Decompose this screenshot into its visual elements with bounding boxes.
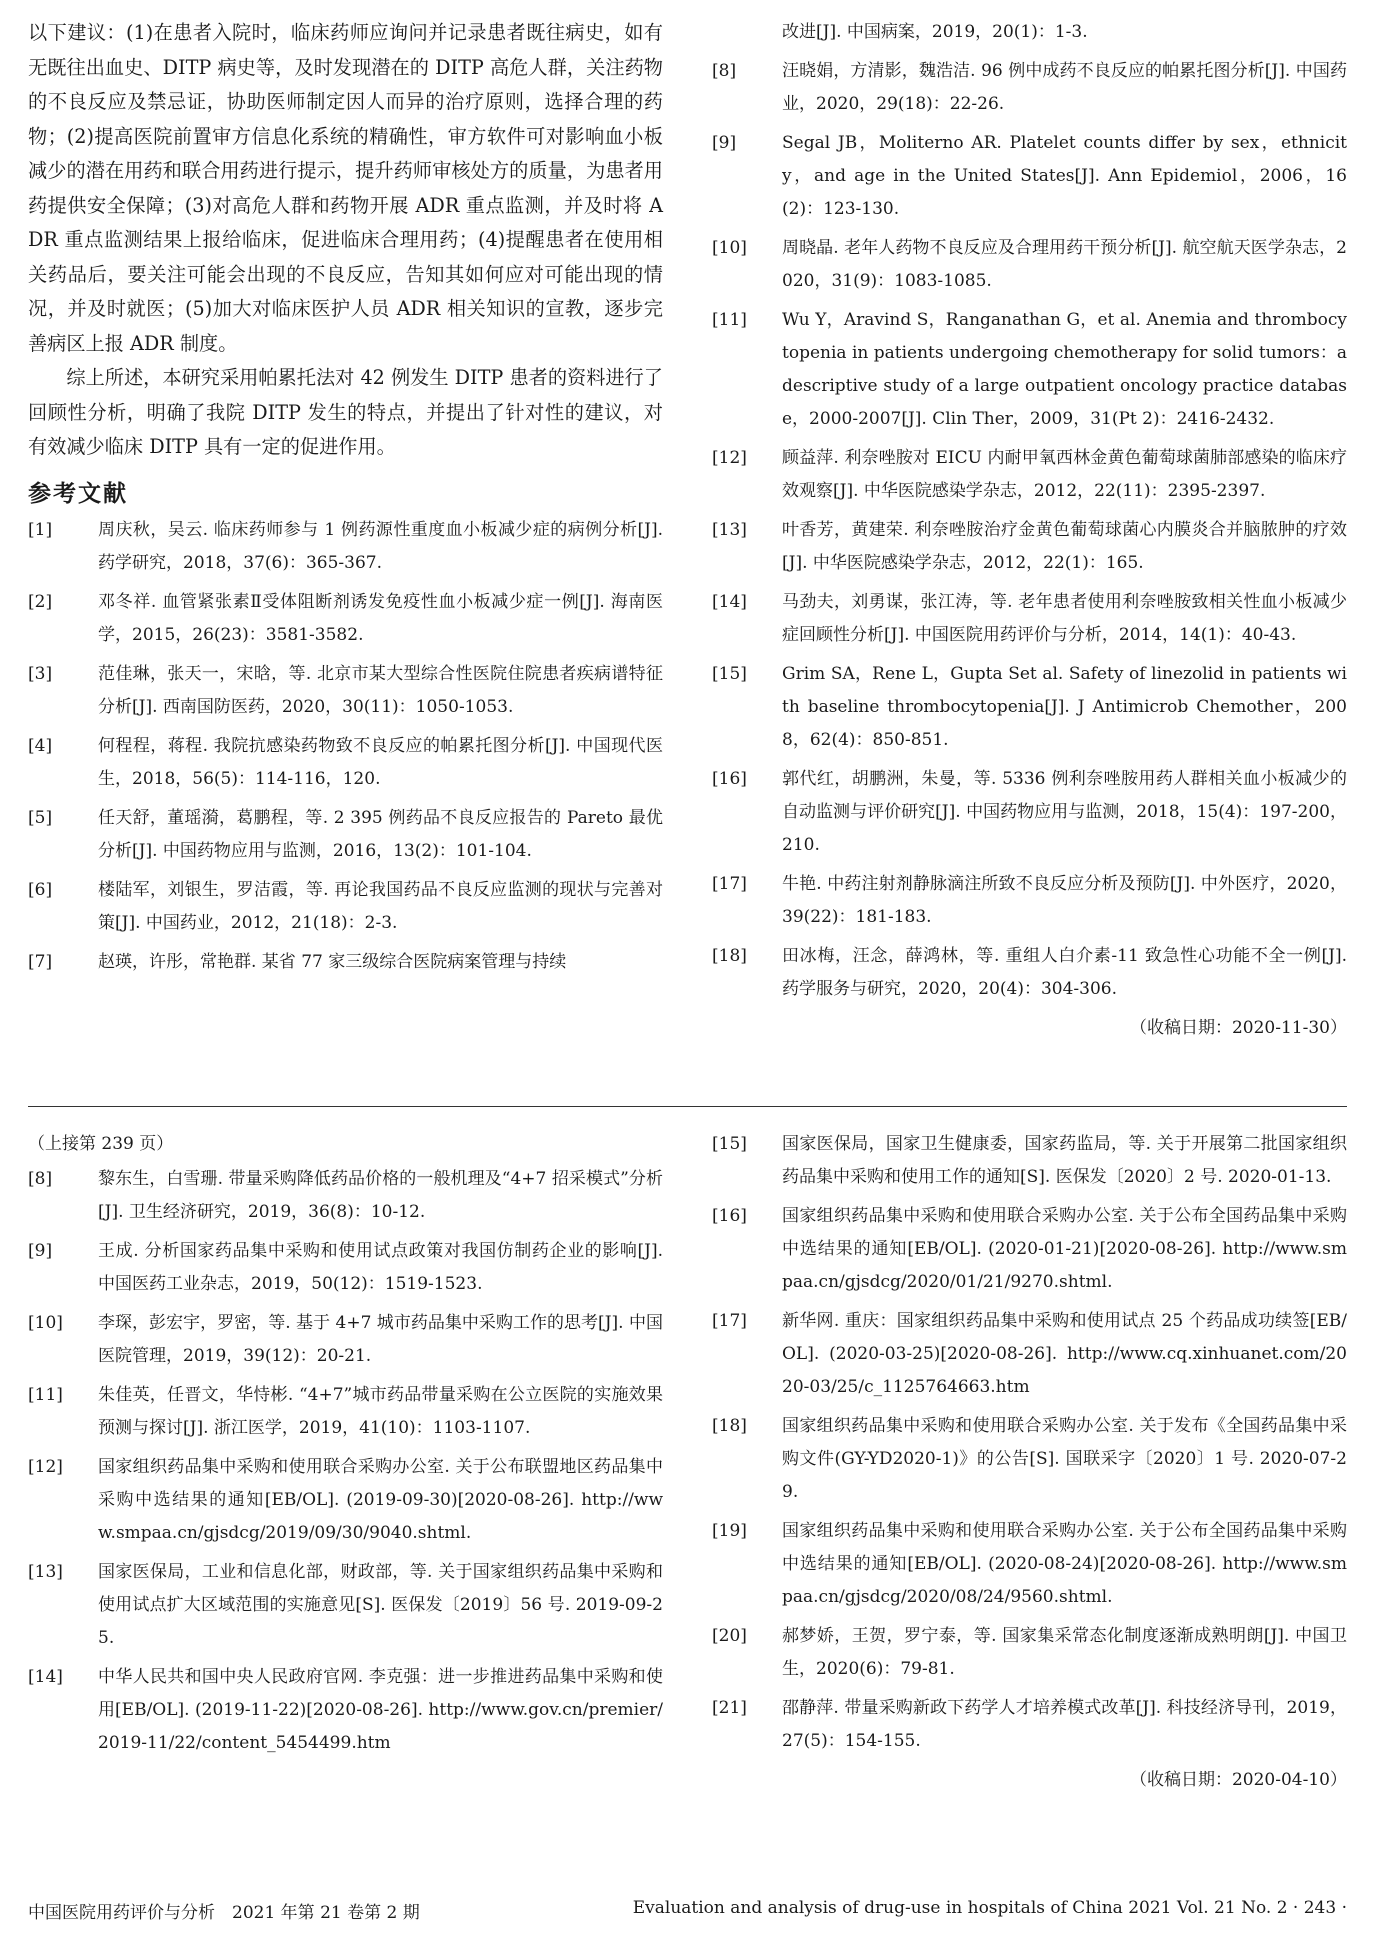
reference-number: [4] — [28, 735, 53, 756]
reference-list-top-right — [712, 16, 1347, 1006]
reference-number: [15] — [712, 664, 747, 684]
reference-item — [28, 1661, 663, 1760]
reference-text: 顾益萍. 利奈唑胺对 EICU 内耐甲氧西林金黄色葡萄球菌肺部感染的临床疗效观察[J]. 中华医院感染学杂志，2012，22(11)：2395-2397. — [782, 448, 1347, 501]
reference-item — [712, 1410, 1347, 1509]
reference-text: 周晓晶. 老年人药物不良反应及合理用药干预分析[J]. 航空航天医学杂志，2020，31(9)：1083-1085. — [782, 238, 1347, 291]
reference-number: [2] — [28, 591, 53, 612]
reference-item — [28, 1451, 663, 1550]
reference-text: 王成. 分析国家药品集中采购和使用试点政策对我国仿制药企业的影响[J]. 中国医药工业杂志，2019，50(12)：1519-1523. — [98, 1241, 663, 1294]
reference-text: 李琛，彭宏宇，罗密，等. 基于 4+7 城市药品集中采购工作的思考[J]. 中国医院管理，2019，39(12)：20-21. — [98, 1313, 663, 1366]
reference-number: [15] — [712, 1134, 747, 1154]
reference-text: 新华网. 重庆：国家组织药品集中采购和使用试点 25 个药品成功续签[EB/OL]. (2020-03-25)[2020-08-26]. http://www.cq.xinhuanet.com/2020-03/25/c_1125764663.htm — [782, 1311, 1347, 1397]
reference-text: 牛艳. 中药注射剂静脉滴注所致不良反应分析及预防[J]. 中外医疗，2020，39(22)：181-183. — [782, 874, 1347, 927]
reference-item — [712, 16, 1347, 49]
reference-item — [28, 1235, 663, 1301]
reference-number: [7] — [28, 951, 53, 972]
reference-item — [28, 802, 663, 868]
reference-text: 赵瑛，许彤，常艳群. 某省 77 家三级综合医院病案管理与持续 — [98, 951, 567, 972]
reference-item — [712, 1128, 1347, 1194]
reference-item — [712, 514, 1347, 580]
reference-number: [14] — [28, 1667, 63, 1687]
reference-text: 楼陆军，刘银生，罗洁霞，等. 再论我国药品不良反应监测的现状与完善对策[J]. 中国药业，2012，21(18)：2-3. — [98, 879, 663, 933]
reference-number: [16] — [712, 769, 747, 789]
reference-number: [1] — [28, 519, 53, 540]
body-paragraph-recommendations: 以下建议：(1)在患者入院时，临床药师应询问并记录患者既往病史，如有无既往出血史、DITP 病史等，及时发现潜在的 DITP 高危人群，关注药物的不良反应及禁忌证，协助医师制定因人而异的治疗原则，选择合理的药物；(2)提高医院前置审方信息化系统的精确性，审方软件可对影响血小板减少的潜在用药和联合用药进行提示，提升药师审核处方的质量，为患者用药提供安全保障；(3)对高危人群和药物开展 ADR 重点监测，并及时将 ADR 重点监测结果上报给临床，促进临床合理用药；(4)提醒患者在使用相关药品后，要关注可能会出现的不良反应，告知其如何应对可能出现的情况，并及时就医；(5)加大对临床医护人员 ADR 相关知识的宣教，逐步完善病区上报 ADR 制度。 — [28, 21, 663, 355]
reference-item — [712, 763, 1347, 862]
reference-item — [712, 442, 1347, 508]
reference-item — [28, 514, 663, 580]
reference-number: [6] — [28, 879, 53, 900]
reference-item — [712, 304, 1347, 436]
reference-number: [8] — [28, 1169, 53, 1189]
reference-item — [28, 1307, 663, 1373]
reference-item — [712, 1200, 1347, 1299]
reference-text: 邓冬祥. 血管紧张素Ⅱ受体阻断剂诱发免疫性血小板减少症一例[J]. 海南医学，2015，26(23)：3581-3582. — [98, 591, 663, 645]
footer-journal-en: Evaluation and analysis of drug-use in hospitals of China 2021 Vol. 21 No. 2 · 243 · — [632, 1898, 1347, 1918]
reference-item — [28, 874, 663, 940]
reference-list-top-left — [28, 514, 663, 979]
reference-item — [28, 946, 663, 979]
bottom-right-column — [712, 1128, 1347, 1797]
reference-item — [712, 1515, 1347, 1614]
reference-text: 国家医保局，工业和信息化部，财政部，等. 关于国家组织药品集中采购和使用试点扩大区域范围的实施意见[S]. 医保发〔2019〕56 号. 2019-09-25. — [98, 1562, 663, 1648]
reference-text: 郭代红，胡鹏洲，朱曼，等. 5336 例利奈唑胺用药人群相关血小板减少的自动监测与评价研究[J]. 中国药物应用与监测，2018，15(4)：197-200，210. — [782, 769, 1347, 855]
reference-text: 周庆秋，吴云. 临床药师参与 1 例药源性重度血小板减少症的病例分析[J]. 药学研究，2018，37(6)：365-367. — [98, 519, 663, 573]
reference-text: 任天舒，董瑶漪，葛鹏程，等. 2 395 例药品不良反应报告的 Pareto 最优分析[J]. 中国药物应用与监测，2016，13(2)：101-104. — [98, 807, 663, 861]
reference-item — [712, 868, 1347, 934]
reference-text: 国家组织药品集中采购和使用联合采购办公室. 关于发布《全国药品集中采购文件(GY-YD2020-1)》的公告[S]. 国联采字〔2020〕1 号. 2020-07-29. — [782, 1416, 1347, 1502]
reference-item — [28, 730, 663, 796]
reference-text: 汪晓娟，方清影，魏浩洁. 96 例中成药不良反应的帕累托图分析[J]. 中国药业，2020，29(18)：22-26. — [782, 61, 1347, 114]
reference-number: [21] — [712, 1698, 747, 1718]
reference-item — [712, 658, 1347, 757]
reference-item — [712, 1305, 1347, 1404]
reference-text: Segal JB，Moliterno AR. Platelet counts differ by sex，ethnicity，and age in the United States[J]. Ann Epidemiol，2006，16(2)：123-130. — [782, 133, 1347, 219]
reference-item — [28, 586, 663, 652]
reference-item — [712, 232, 1347, 298]
reference-text: 田冰梅，汪念，薛鸿林，等. 重组人白介素-11 致急性心功能不全一例[J]. 药学服务与研究，2020，20(4)：304-306. — [782, 946, 1347, 999]
reference-number: [18] — [712, 946, 747, 966]
reference-item — [28, 1556, 663, 1655]
reference-number: [11] — [28, 1385, 63, 1405]
reference-number: [9] — [28, 1241, 53, 1261]
reference-number: [17] — [712, 874, 747, 894]
footer-journal-cn: 中国医院用药评价与分析 2021 年第 21 卷第 2 期 — [28, 1903, 420, 1923]
reference-item — [28, 1163, 663, 1229]
reference-number: [16] — [712, 1206, 747, 1226]
references-heading: 参考文献 — [28, 480, 128, 507]
body-paragraph-conclusion: 综上所述，本研究采用帕累托法对 42 例发生 DITP 患者的资料进行了回顾性分析，明确了我院 DITP 发生的特点，并提出了针对性的建议，对有效减少临床 DITP 具有一定的促进作用。 — [28, 366, 663, 458]
reference-list-bottom-left — [28, 1163, 663, 1760]
reference-number: [20] — [712, 1626, 747, 1646]
reference-number: [9] — [712, 133, 737, 153]
reference-text: 中华人民共和国中央人民政府官网. 李克强：进一步推进药品集中采购和使用[EB/OL]. (2019-11-22)[2020-08-26]. http://www.gov.cn/premier/2019-11/22/content_5454499.htm — [98, 1667, 663, 1753]
page-footer — [28, 1898, 1347, 1923]
received-date: （收稿日期：2020-11-30） — [1129, 1018, 1347, 1038]
reference-item — [28, 658, 663, 724]
reference-text: 国家组织药品集中采购和使用联合采购办公室. 关于公布联盟地区药品集中采购中选结果的通知[EB/OL]. (2019-09-30)[2020-08-26]. http://www.smpaa.cn/gjsdcg/2019/09/30/9040.shtml. — [98, 1457, 663, 1543]
reference-number: [10] — [28, 1313, 63, 1333]
section-divider — [28, 1106, 1347, 1107]
reference-text: Wu Y，Aravind S，Ranganathan G，et al. Anemia and thrombocytopenia in patients undergoing chemotherapy for solid tumors：a descriptive study of a large outpatient oncology practice database，2000-2007[J]. Clin Ther，2009，31(Pt 2)：2416-2432. — [782, 310, 1347, 429]
reference-number: [5] — [28, 807, 53, 828]
top-right-column — [712, 16, 1347, 1045]
reference-text: 黎东生，白雪珊. 带量采购降低药品价格的一般机理及“4+7 招采模式”分析[J]. 卫生经济研究，2019，36(8)：10-12. — [98, 1169, 663, 1222]
reference-text: 邵静萍. 带量采购新政下药学人才培养模式改革[J]. 科技经济导刊，2019，27(5)：154-155. — [782, 1698, 1347, 1751]
reference-item — [712, 586, 1347, 652]
reference-item — [712, 1692, 1347, 1758]
reference-item — [712, 940, 1347, 1006]
reference-text: 范佳琳，张天一，宋晗，等. 北京市某大型综合性医院住院患者疾病谱特征分析[J]. 西南国防医药，2020，30(11)：1050-1053. — [98, 663, 663, 717]
reference-text: 马劲夫，刘勇谋，张江涛，等. 老年患者使用利奈唑胺致相关性血小板减少症回顾性分析[J]. 中国医院用药评价与分析，2014，14(1)：40-43. — [782, 592, 1347, 645]
reference-number — [712, 16, 782, 49]
reference-number: [10] — [712, 238, 747, 258]
reference-text: 叶香芳，黄建荣. 利奈唑胺治疗金黄色葡萄球菌心内膜炎合并脑脓肿的疗效[J]. 中华医院感染学杂志，2012，22(1)：165. — [782, 520, 1347, 573]
reference-text: 国家组织药品集中采购和使用联合采购办公室. 关于公布全国药品集中采购中选结果的通知[EB/OL]. (2020-08-24)[2020-08-26]. http://www.smpaa.cn/gjsdcg/2020/08/24/9560.shtml. — [782, 1521, 1347, 1607]
reference-text: 何程程，蒋程. 我院抗感染药物致不良反应的帕累托图分析[J]. 中国现代医生，2018，56(5)：114-116，120. — [98, 735, 663, 789]
reference-text: 改进[J]. 中国病案，2019，20(1)：1-3. — [782, 22, 1088, 42]
reference-number: [13] — [28, 1562, 63, 1582]
reference-text: 郝梦娇，王贺，罗宁泰，等. 国家集采常态化制度逐渐成熟明朗[J]. 中国卫生，2020(6)：79-81. — [782, 1626, 1347, 1679]
top-left-column — [28, 16, 663, 985]
reference-item — [712, 55, 1347, 121]
reference-text: 朱佳英，任晋文，华恃彬. “4+7”城市药品带量采购在公立医院的实施效果预测与探讨[J]. 浙江医学，2019，41(10)：1103-1107. — [98, 1385, 663, 1438]
reference-number: [3] — [28, 663, 53, 684]
reference-number: [13] — [712, 520, 747, 540]
reference-number: [12] — [712, 448, 747, 468]
reference-number: [11] — [712, 310, 747, 330]
reference-item — [712, 127, 1347, 226]
reference-item — [28, 1379, 663, 1445]
reference-number: [12] — [28, 1457, 63, 1477]
reference-number: [19] — [712, 1521, 747, 1541]
reference-number: [14] — [712, 592, 747, 612]
reference-text: 国家医保局，国家卫生健康委，国家药监局，等. 关于开展第二批国家组织药品集中采购和使用工作的通知[S]. 医保发〔2020〕2 号. 2020-01-13. — [782, 1134, 1347, 1187]
received-date: （收稿日期：2020-04-10） — [1129, 1770, 1347, 1790]
continued-from-note: （上接第 239 页） — [28, 1134, 174, 1154]
reference-text: 国家组织药品集中采购和使用联合采购办公室. 关于公布全国药品集中采购中选结果的通知[EB/OL]. (2020-01-21)[2020-08-26]. http://www.smpaa.cn/gjsdcg/2020/01/21/9270.shtml. — [782, 1206, 1347, 1292]
reference-text: Grim SA，Rene L，Gupta Set al. Safety of linezolid in patients with baseline thrombocytopenia[J]. J Antimicrob Chemother，2008，62(4)：850-851. — [782, 664, 1347, 750]
bottom-left-column — [28, 1128, 663, 1766]
reference-number: [17] — [712, 1311, 747, 1331]
reference-number: [8] — [712, 61, 737, 81]
reference-number: [18] — [712, 1416, 747, 1436]
reference-list-bottom-right — [712, 1128, 1347, 1758]
reference-item — [712, 1620, 1347, 1686]
